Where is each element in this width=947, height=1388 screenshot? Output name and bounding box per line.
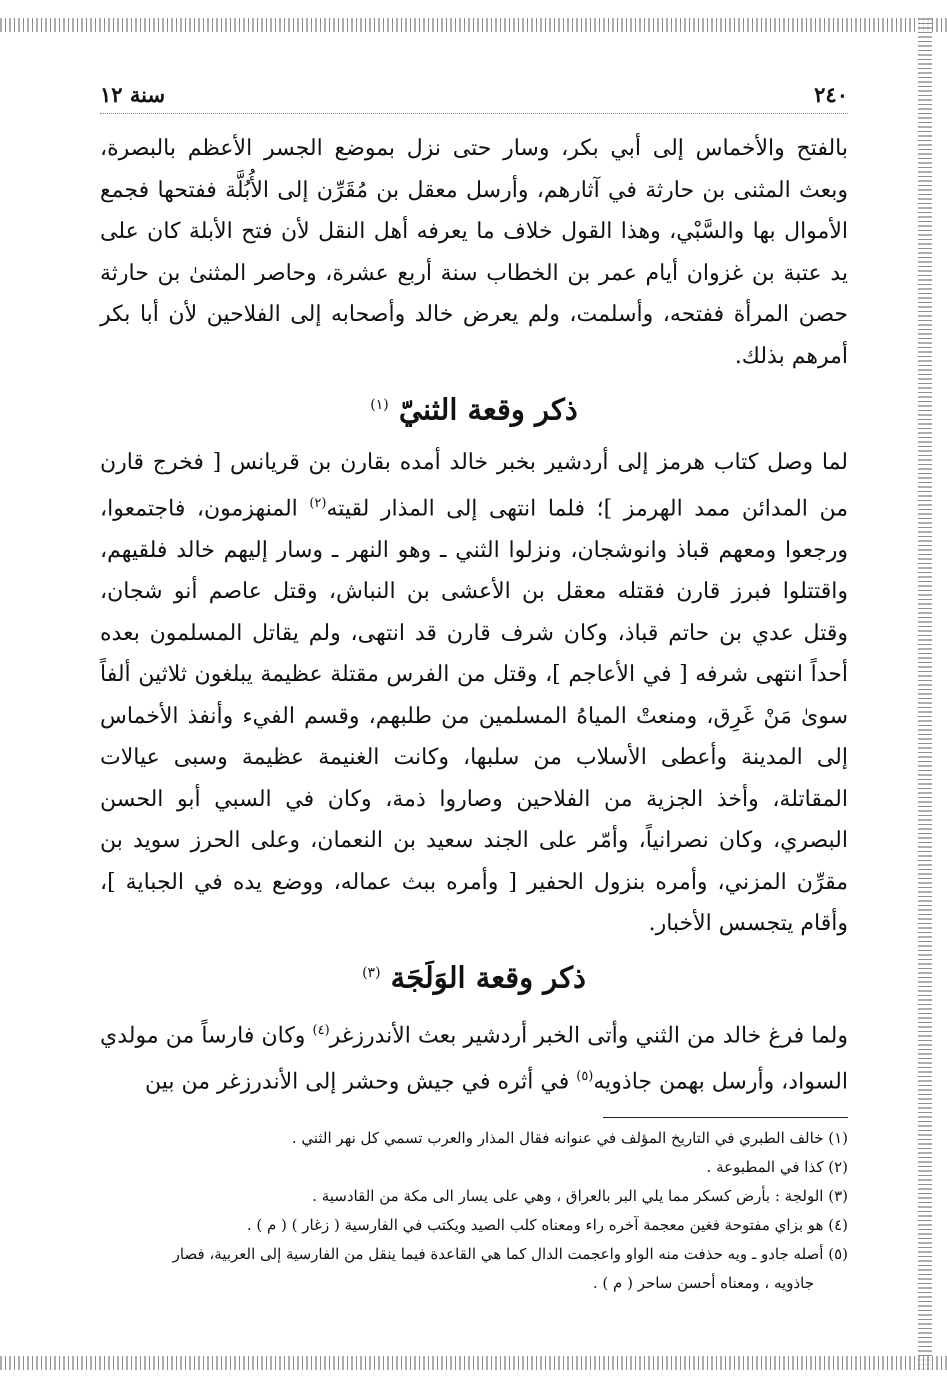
paragraph-1: بالفتح والأخماس إلى أبي بكر، وسار حتى نزل بموضع الجسر الأعظم بالبصرة، وبعث المثنى بن حارثة في آثارهم، وأرسل معقل بن مُقَرِّن إلى الأُبُلَّة ففتحها فجمع الأموال بها والسَّبْي، وهذا القول خلاف ما يعرفه أهل النقل لأن فتح الأبلة كان على يد عتبة بن غزوان أيام عمر بن الخطاب سنة أربع عشرة، وحاصر المثنىٰ بن حارثة حصن المرأة ففتحه، وأسلمت، ولم يعرض خالد وأصحابه إلى الفلاحين لأن أبا بكر أمرهم بذلك. — [100, 136, 848, 369]
footnote-divider — [603, 1117, 848, 1118]
section-title-walaja — [100, 951, 848, 1000]
footnote-2: (٢) كذا في المطبوعة . — [706, 1158, 848, 1177]
footnote-5 — [100, 1240, 848, 1298]
paragraph-2 — [100, 442, 848, 945]
paragraph-2-part-a: لما وصل كتاب هرمز إلى أردشير بخبر خالد أمده بقارن بن قريانس [ فخرج قارن من المدائن ممد الهرمز ]؛ فلما انتهى إلى المذار لقيته — [100, 449, 848, 522]
paragraph-3-part-b: وكان فارساً من مولدي السواد، وأرسل بهمن جاذويه — [100, 1022, 848, 1095]
footnote-4: (٤) هو بزاي مفتوحة فغين معجمة آخره راء ومعناه كلب الصيد ويكتب في الفارسية ( زغار ) ( م ) . — [246, 1216, 848, 1235]
footnote-5-continuation: جاذويه ، ومعناه أحسن ساحر ( م ) . — [592, 1274, 814, 1293]
paragraph-3 — [100, 1010, 848, 1104]
footnote-ref-1: (١) — [370, 397, 389, 413]
paragraph-2-part-b: المنهزمون، فاجتمعوا، ورجعوا ومعهم قباذ وانوشجان، ونزلوا الثني ـ وهو النهر ـ وسار إليهم خالد فلقيهم، واقتتلوا فبرز قارن فقتله معقل بن الأعشى بن النباش، وقتل عاصم أنو شجان، وقتل عدي بن حاتم قباذ، وكان شرف قارن قد انتهى، ولم يقاتل المسلمون بعده أحداً انتهى شرفه [ في الأعاجم ]، وقتل من الفرس مقتلة عظيمة يبلغون ثلاثين ألفاً سوىٰ مَنْ غَرِق، ومنعتْ المياهُ المسلمين من طلبهم، وقسم الفيء وأنفذ الأخماس إلى المدينة وأعطى الأسلاب من سلبها، وكانت الغنيمة عظيمة وسبى عيالات المقاتلة، وأخذ الجزية من الفلاحين وصاروا ذمة، وكان في السبي أبو الحسن البصري، وكان نصرانياً، وأمّر على الجند سعيد بن النعمان، وعلى الحرز سويد بن مقرِّن المزني، وأمره بنزول الحفير [ وأمره ببث عماله، ووضع يده في الجباية ]، وأقام يتجسس الأخبار. — [100, 496, 848, 937]
footnote-3: (٣) الولجة : بأرض كسكر مما يلي البر بالعراق ، وهي على يسار الى مكة من القادسية . — [312, 1187, 848, 1206]
book-page — [100, 82, 848, 1298]
section-title-text: ذكر وقعة الثنيّ — [398, 392, 578, 427]
page-number: ٢٤٠ — [814, 82, 848, 107]
footnote-ref-2: (٢) — [309, 496, 327, 512]
decorative-border-top — [0, 18, 947, 32]
year-label: سنة ١٢ — [100, 82, 166, 107]
paragraph-3-part-a: ولما فرغ خالد من الثني وأتى الخبر أردشير بعث الأندرزغر — [329, 1022, 849, 1048]
footnote-ref-4: (٤) — [312, 1022, 330, 1038]
footnote-5-text: (٥) أصله جادو ـ ويه حذفت منه الواو واعجمت الدال كما هي القاعدة فيما ينقل من الفارسية إلى العربية، فصار — [172, 1245, 848, 1264]
running-header — [100, 82, 848, 114]
footnotes — [100, 1124, 848, 1298]
decorative-border-right — [918, 18, 932, 1370]
section-title-text: ذكر وقعة الوَلَجَة — [390, 960, 586, 995]
footnote-ref-3: (٣) — [362, 964, 381, 981]
footnote-1: (١) خالف الطبري في التاريخ المؤلف في عنوانه فقال المذار والعرب تسمي كل نهر الثني . — [291, 1129, 848, 1148]
footnote-ref-5: (٥) — [576, 1069, 594, 1085]
section-title-thani — [100, 383, 848, 432]
decorative-border-bottom — [0, 1356, 947, 1370]
paragraph-3-part-c: في أثره في جيش وحشر إلى الأندرزغر من بين — [145, 1069, 577, 1095]
